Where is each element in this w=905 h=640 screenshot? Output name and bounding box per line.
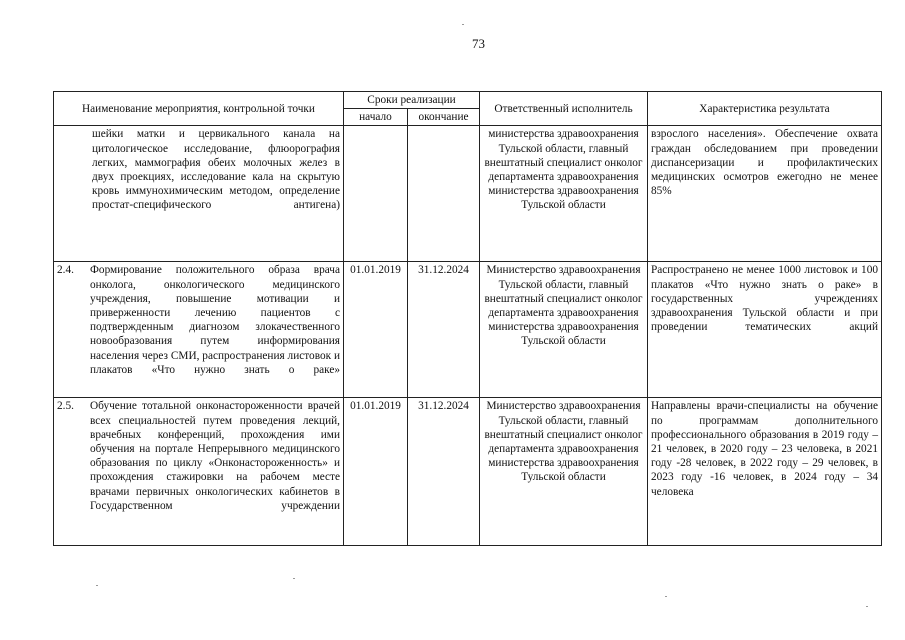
row-description-text: Обучение тотальной онконастороженности врачей всех специальностей путем проведения лекций, врачебных конференций, прохождения ими обучения на портале Непрерывного медицинского образования по циклу «Онконастороженность» и прохождения стажировки на рабочем месте врачами первичных онкологических кабинетов в Государственном учреждении — [90, 400, 340, 512]
row-end: 31.12.2024 — [408, 398, 480, 546]
table-row — [54, 398, 882, 546]
header-start: начало — [344, 109, 408, 126]
table-row — [54, 126, 882, 262]
row-description — [54, 262, 344, 398]
row-description-text: шейки матки и цервикального канала на цитологическое исследование, флюорография легких, маммография обеих молочных желез в двух проекциях, исследование кала на скрытую кровь иммунохимическим методом, определение простат-специфического антигена) — [92, 128, 340, 212]
header-executor: Ответственный исполнитель — [480, 92, 648, 126]
row-start: 01.01.2019 — [344, 262, 408, 398]
activities-table — [53, 91, 882, 546]
row-description-text: Формирование положительного образа врача онколога, онкологического медицинского учреждения, повышение мотивации и приверженности лечению пациентов с подтвержденным диагнозом злокачественного новообразования путем информирования населения через СМИ, распространения листовок и плакатов «Что нужно знать о раке» — [90, 264, 340, 376]
row-description — [54, 126, 344, 262]
row-end: 31.12.2024 — [408, 262, 480, 398]
scan-speck — [462, 24, 464, 25]
header-period: Сроки реализации — [344, 92, 480, 109]
row-result-text: Распространено не менее 1000 листовок и 100 плакатов «Что нужно знать о раке» в государственных учреждениях здравоохранения Тульской области и при проведении тематических акций — [651, 264, 878, 334]
header-result: Характеристика результата — [648, 92, 882, 126]
row-number: 2.5. — [57, 400, 74, 413]
row-executor: министерства здравоохранения Тульской области, главный внештатный специалист онколог департамента здравоохранения министерства здравоохранения Тульской области — [480, 126, 648, 262]
row-executor: Министерство здравоохранения Тульской области, главный внештатный специалист онколог департамента здравоохранения министерства здравоохранения Тульской области — [480, 262, 648, 398]
row-executor: Министерство здравоохранения Тульской области, главный внештатный специалист онколог департамента здравоохранения министерства здравоохранения Тульской области — [480, 398, 648, 546]
row-end — [408, 126, 480, 262]
row-result — [648, 126, 882, 262]
row-result — [648, 262, 882, 398]
row-start — [344, 126, 408, 262]
scan-speck — [293, 578, 295, 579]
row-result-text: Направлены врачи-специалисты на обучение по программам дополнительного профессионального образования в 2019 году – 21 человек, в 2020 году – 23 человека, в 2021 году -28 человек, в 2022 году – 29 человек, в 2023 году -16 человек, в 2024 году – 34 человека — [651, 400, 878, 498]
scan-speck — [866, 606, 868, 607]
row-start: 01.01.2019 — [344, 398, 408, 546]
header-end: окончание — [408, 109, 480, 126]
table-row — [54, 262, 882, 398]
scan-speck — [665, 596, 667, 597]
row-result — [648, 398, 882, 546]
scan-speck — [96, 585, 98, 586]
row-description — [54, 398, 344, 546]
row-result-text: взрослого населения». Обеспечение охвата граждан обследованием при проведении диспансеризации и профилактических медицинских осмотров ежегодно не менее 85% — [651, 128, 878, 198]
page-number: 73 — [472, 36, 485, 51]
row-number: 2.4. — [57, 264, 74, 277]
header-name: Наименование мероприятия, контрольной точки — [54, 92, 344, 126]
table-header-row — [54, 92, 882, 109]
